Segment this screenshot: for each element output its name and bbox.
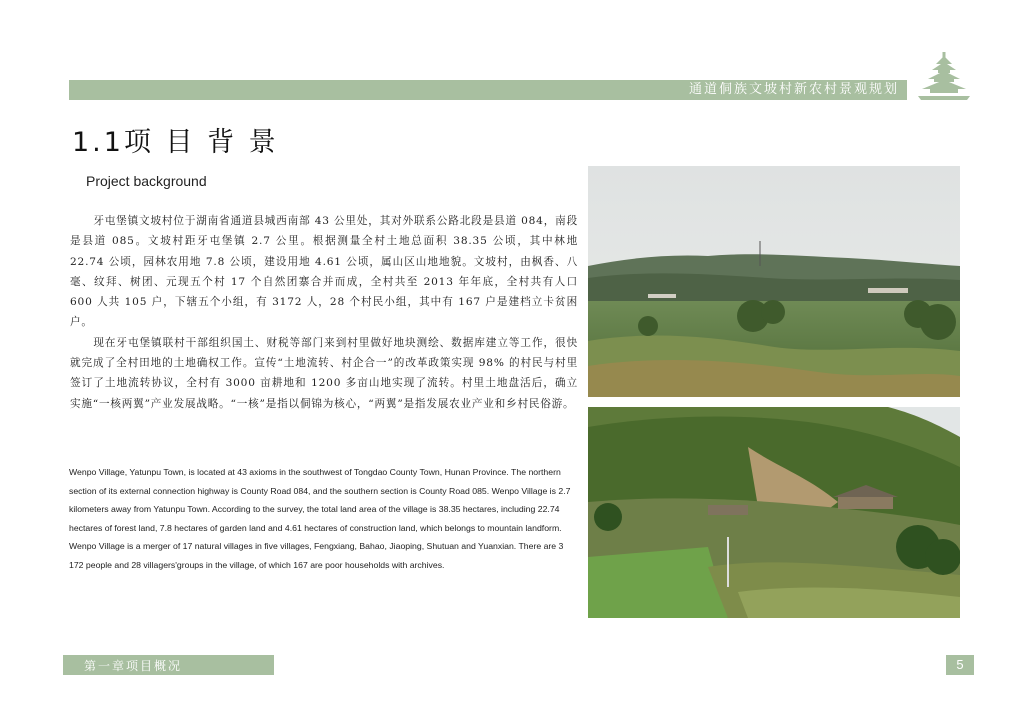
header-bar: [69, 80, 907, 100]
page-number: 5: [946, 655, 974, 675]
chinese-body-text: [70, 211, 578, 414]
cn-paragraph-2: 现在牙屯堡镇联村干部组织国土、财税等部门来到村里做好地块测绘、数据库建立等工作，很快就完成了全村田地的土地确权工作。宣传“土地流转、村企合一”的改革政策实现 98% 的村民与村里签订了土地流转协议，全村有 3000 亩耕地和 1200 多亩山地实现了流转。村里土地盘活后，确立实施“一核两翼”产业发展战略。“一核”是指以侗锦为核心，“两翼”是指发展农业产业和乡村民俗游。: [70, 336, 578, 410]
drum-tower-icon: [918, 52, 970, 102]
english-body-text: Wenpo Village, Yatunpu Town, is located at 43 axioms in the southwest of Tongdao County Town, Hunan Province. The northern section of its external connection highway is County Road 084, and the southern section is County Road 085. Wenpo Village is 2.7 kilometers away from Yatunpu Town. According to the survey, the total land area of the village is 38.35 hectares, including 22.74 hectares of forest land, 7.8 hectares of garden land and 4.61 hectares of construction land, which belongs to mountain landform. Wenpo Village is a merger of 17 natural villages in five villages, Fengxiang, Bahao, Jiaoping, Shutuan and Yuanxian. There are 3 172 people and 28 villagers'groups in the village, of which 167 are poor households with archives.: [69, 467, 571, 570]
footer-chapter-label: 第一章项目概况: [84, 659, 183, 673]
footer-chapter-bar: [63, 655, 274, 675]
header-title: 通道侗族文坡村新农村景观规划: [688, 82, 899, 97]
page-title: 1.1项 目 背 景: [72, 127, 279, 158]
landscape-photo-terraces: [588, 407, 960, 618]
page-subtitle: Project background: [86, 173, 207, 189]
cn-paragraph-1: 牙屯堡镇文坡村位于湖南省通道县城西南部 43 公里处，其对外联系公路北段是县道 084，南段是县道 085。文坡村距牙屯堡镇 2.7 公里。根据测量全村土地总面积 38.35 公顷，其中林地 22.74 公顷，园林农用地 7.8 公顷，建设用地 4.61 公顷，属山区山地地貌。文坡村，由枫香、八毫、纹拜、树团、元现五个村 17 个自然团寨合并而成，全村共至 2013 年年底，全村共有人口 600 人共 105 户，下辖五个小组，有 3172 人，28 个村民小组，其中有 167 户是建档立卡贫困户。: [70, 215, 578, 329]
landscape-photo-hills: [588, 166, 960, 397]
